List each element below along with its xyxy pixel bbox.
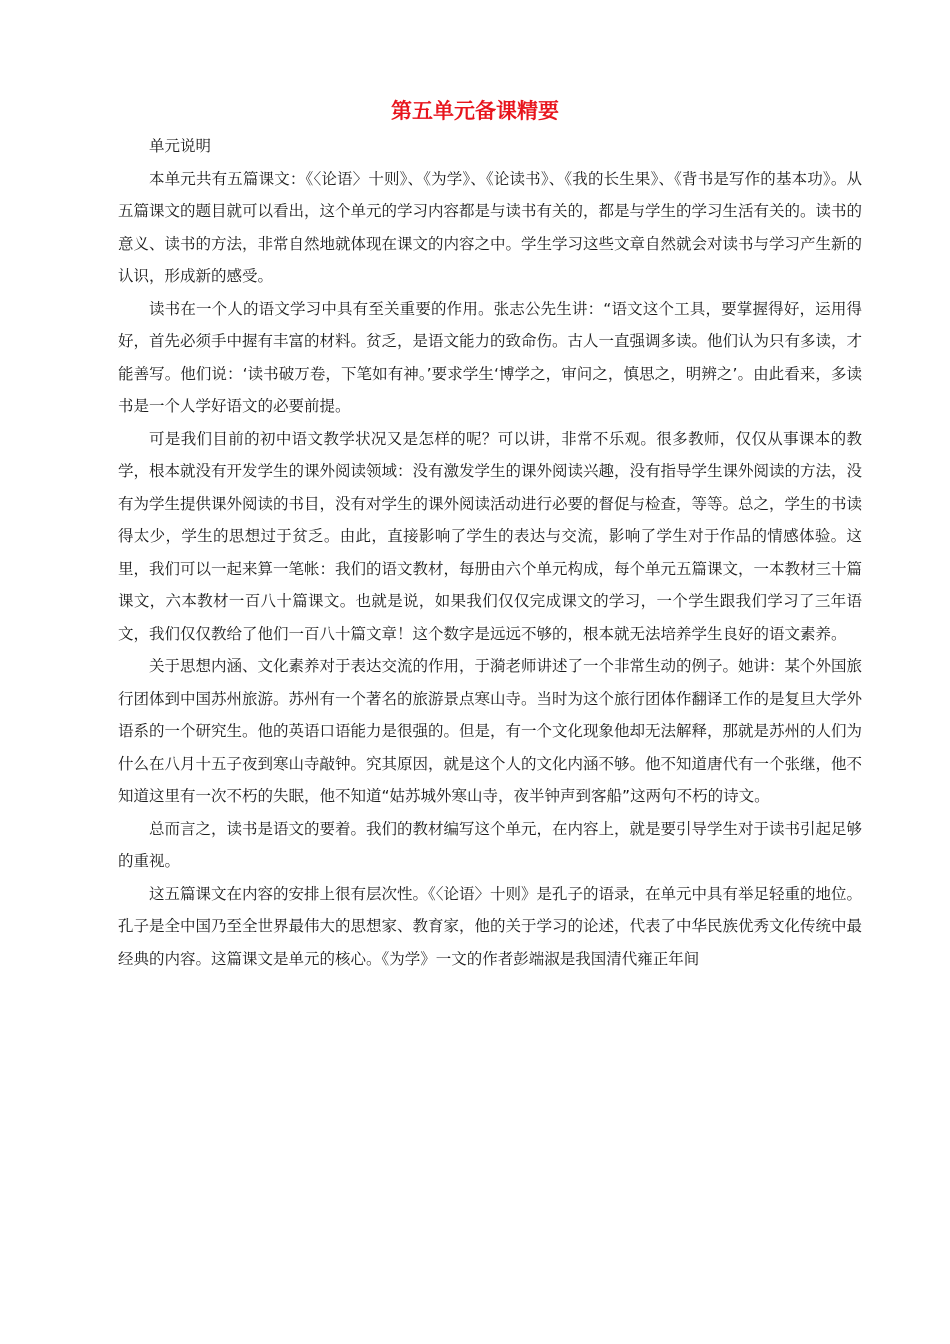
paragraph-1: 本单元共有五篇课文：《〈论语〉十则》、《为学》、《论读书》、《我的长生果》、《背书是写作的基本功》。从五篇课文的题目就可以看出，这个单元的学习内容都是与读书有关的，都是与学生的学习生活有关的。读书的意义、读书的方法，非常自然地就体现在课文的内容之中。学生学习这些文章自然就会对读书与学习产生新的认识，形成新的感受。 bbox=[118, 169, 863, 285]
paragraph-3: 可是我们目前的初中语文教学状况又是怎样的呢？可以讲，非常不乐观。很多教师，仅仅从事课本的教学，根本就没有开发学生的课外阅读领域：没有激发学生的课外阅读兴趣，没有指导学生课外阅读的方法，没有为学生提供课外阅读的书目，没有对学生的课外阅读活动进行必要的督促与检查，等等。总之，学生的书读得太少，学生的思想过于贫乏。由此，直接影响了学生的表达与交流，影响了学生对于作品的情感体验。这里，我们可以一起来算一笔帐：我们的语文教材，每册由六个单元构成，每个单元五篇课文，一本教材三十篇课文，六本教材一百八十篇课文。也就是说，如果我们仅仅完成课文的学习，一个学生跟我们学习了三年语文，我们仅仅教给了他们一百八十篇文章！这个数字是远远不够的，根本就无法培养学生良好的语文素养。 bbox=[118, 429, 863, 643]
paragraph-4: 关于思想内涵、文化素养对于表达交流的作用，于漪老师讲述了一个非常生动的例子。她讲：某个外国旅行团体到中国苏州旅游。苏州有一个著名的旅游景点寒山寺。当时为这个旅行团体作翻译工作的是复旦大学外语系的一个研究生。他的英语口语能力是很强的。但是，有一个文化现象他却无法解释，那就是苏州的人们为什么在八月十五子夜到寒山寺敲钟。究其原因，就是这个人的文化内涵不够。他不知道唐代有一个张继，他不知道这里有一次不朽的失眠，他不知道“姑苏城外寒山寺，夜半钟声到客船”这两句不朽的诗文。 bbox=[118, 657, 863, 805]
paragraph-2: 读书在一个人的语文学习中具有至关重要的作用。张志公先生讲：“语文这个工具，要掌握得好，运用得好，首先必须手中握有丰富的材料。贫乏，是语文能力的致命伤。古人一直强调多读。他们认为只有多读，才能善写。他们说：‘读书破万卷，下笔如有神。’要求学生‘博学之，审问之，慎思之，明辨之’。由此看来，多读书是一个人学好语文的必要前提。 bbox=[118, 299, 863, 415]
document-body bbox=[118, 130, 862, 975]
document-title: 第五单元备课精要 bbox=[391, 99, 559, 123]
paragraph-5: 总而言之，读书是语文的要着。我们的教材编写这个单元，在内容上，就是要引导学生对于读书引起足够的重视。 bbox=[118, 819, 863, 870]
paragraph-6: 这五篇课文在内容的安排上很有层次性。《〈论语〉十则》是孔子的语录，在单元中具有举足轻重的地位。孔子是全中国乃至全世界最伟大的思想家、教育家，他的关于学习的论述，代表了中华民族优秀文化传统中最经典的内容。这篇课文是单元的核心。《为学》一文的作者彭端淑是我国清代雍正年间 bbox=[118, 884, 863, 968]
section-subheading: 单元说明 bbox=[149, 137, 212, 155]
